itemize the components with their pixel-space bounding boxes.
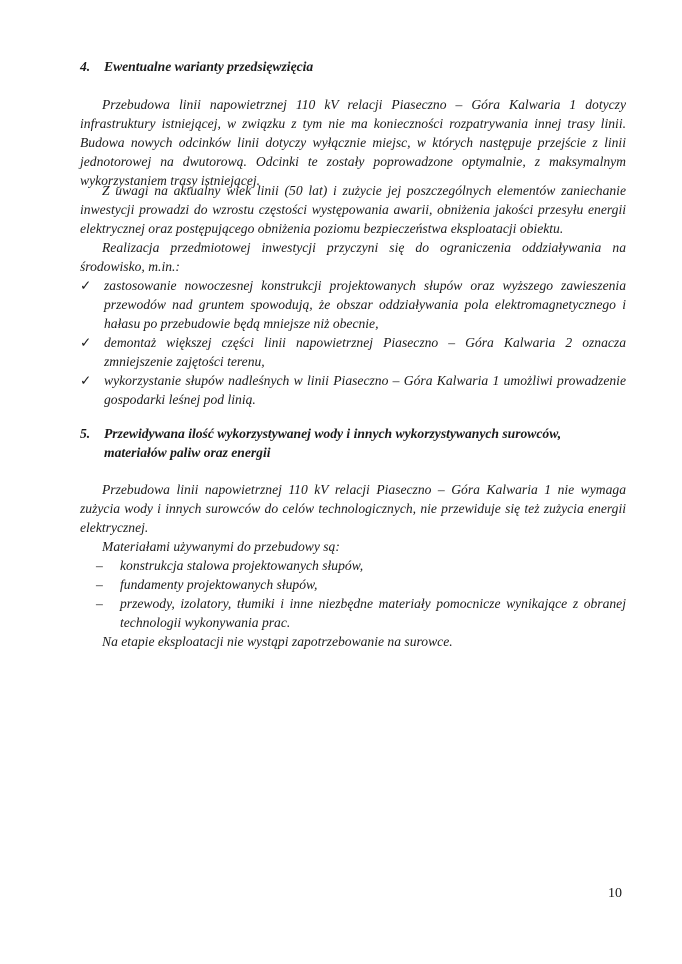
check-list-item (80, 371, 626, 409)
checkmark-icon: ✓ (80, 278, 92, 293)
dash-bullet: – (96, 596, 103, 611)
section-5-paragraph-3: Na etapie eksploatacji nie wystąpi zapotrzebowanie na surowce. (102, 634, 453, 649)
page-number: 10 (608, 886, 622, 901)
section-5-paragraph-2: Materiałami używanymi do przebudowy są: (102, 539, 340, 554)
dash-list-item-text: fundamenty projektowanych słupów, (120, 577, 318, 592)
dash-bullet: – (96, 558, 103, 573)
checkmark-icon: ✓ (80, 335, 92, 350)
dash-list-item-text: przewody, izolatory, tłumiki i inne niezbędne materiały pomocnicze wynikające z obranej technologii wykonywania prac. (120, 596, 626, 630)
section-4-title: Ewentualne warianty przedsięwzięcia (104, 59, 314, 74)
section-5-number: 5. (80, 426, 91, 441)
section-4-paragraph-1: Przebudowa linii napowietrznej 110 kV relacji Piaseczno – Góra Kalwaria 1 dotyczy infrastruktury istniejącej, w związku z tym nie ma konieczności rozpatrywania innej trasy linii. Budowa nowych odcinków linii dotyczy wyłącznie miejsc, w których następuje przejście z linii jednotorowej na dwutorową. Odcinki te zostały poprowadzone optymalnie, z maksymalnym wykorzystaniem trasy istniejącej. (80, 97, 626, 188)
section-4-paragraph-3: Realizacja przedmiotowej inwestycji przyczyni się do ograniczenia oddziaływania na środowisko, m.in.: (80, 240, 626, 274)
check-list-item-text: demontaż większej części linii napowietrznej Piaseczno – Góra Kalwaria 2 oznacza zmniejszenie zajętości terenu, (104, 335, 626, 369)
dash-list-item (80, 594, 626, 632)
dash-list-item (80, 575, 626, 594)
check-list-item-text: zastosowanie nowoczesnej konstrukcji projektowanych słupów oraz wyższego zawieszenia przewodów nad gruntem spowodują, że obszar oddziaływania pola elektromagnetycznego i hałasu po przebudowie będą mniejsze niż obecnie, (104, 278, 626, 331)
dash-bullet: – (96, 577, 103, 592)
dash-list-item-text: konstrukcja stalowa projektowanych słupów, (120, 558, 364, 573)
check-list-item (80, 276, 626, 333)
section-4-paragraph-2: Z uwagi na aktualny wiek linii (50 lat) i zużycie jej poszczególnych elementów zaniechanie inwestycji prowadzi do wzrostu częstości występowania awarii, obniżenia jakości przesyłu energii elektrycznej oraz postępującego obniżenia poziomu bezpieczeństwa eksploatacji obiektu. (80, 183, 626, 236)
section-4-number: 4. (80, 59, 91, 74)
section-5-title: Przewidywana ilość wykorzystywanej wody i innych wykorzystywanych surowców, materiałów paliw oraz energii (104, 426, 562, 460)
section-5-paragraph-1: Przebudowa linii napowietrznej 110 kV relacji Piaseczno – Góra Kalwaria 1 nie wymaga zużycia wody i innych surowców do celów technologicznych, nie przewiduje się też zużycia energii elektrycznej. (80, 482, 626, 535)
check-list-item-text: wykorzystanie słupów nadleśnych w linii Piaseczno – Góra Kalwaria 1 umożliwi prowadzenie gospodarki leśnej pod linią. (104, 373, 626, 407)
checkmark-icon: ✓ (80, 373, 92, 388)
dash-list-item (80, 556, 626, 575)
check-list-item (80, 333, 626, 371)
